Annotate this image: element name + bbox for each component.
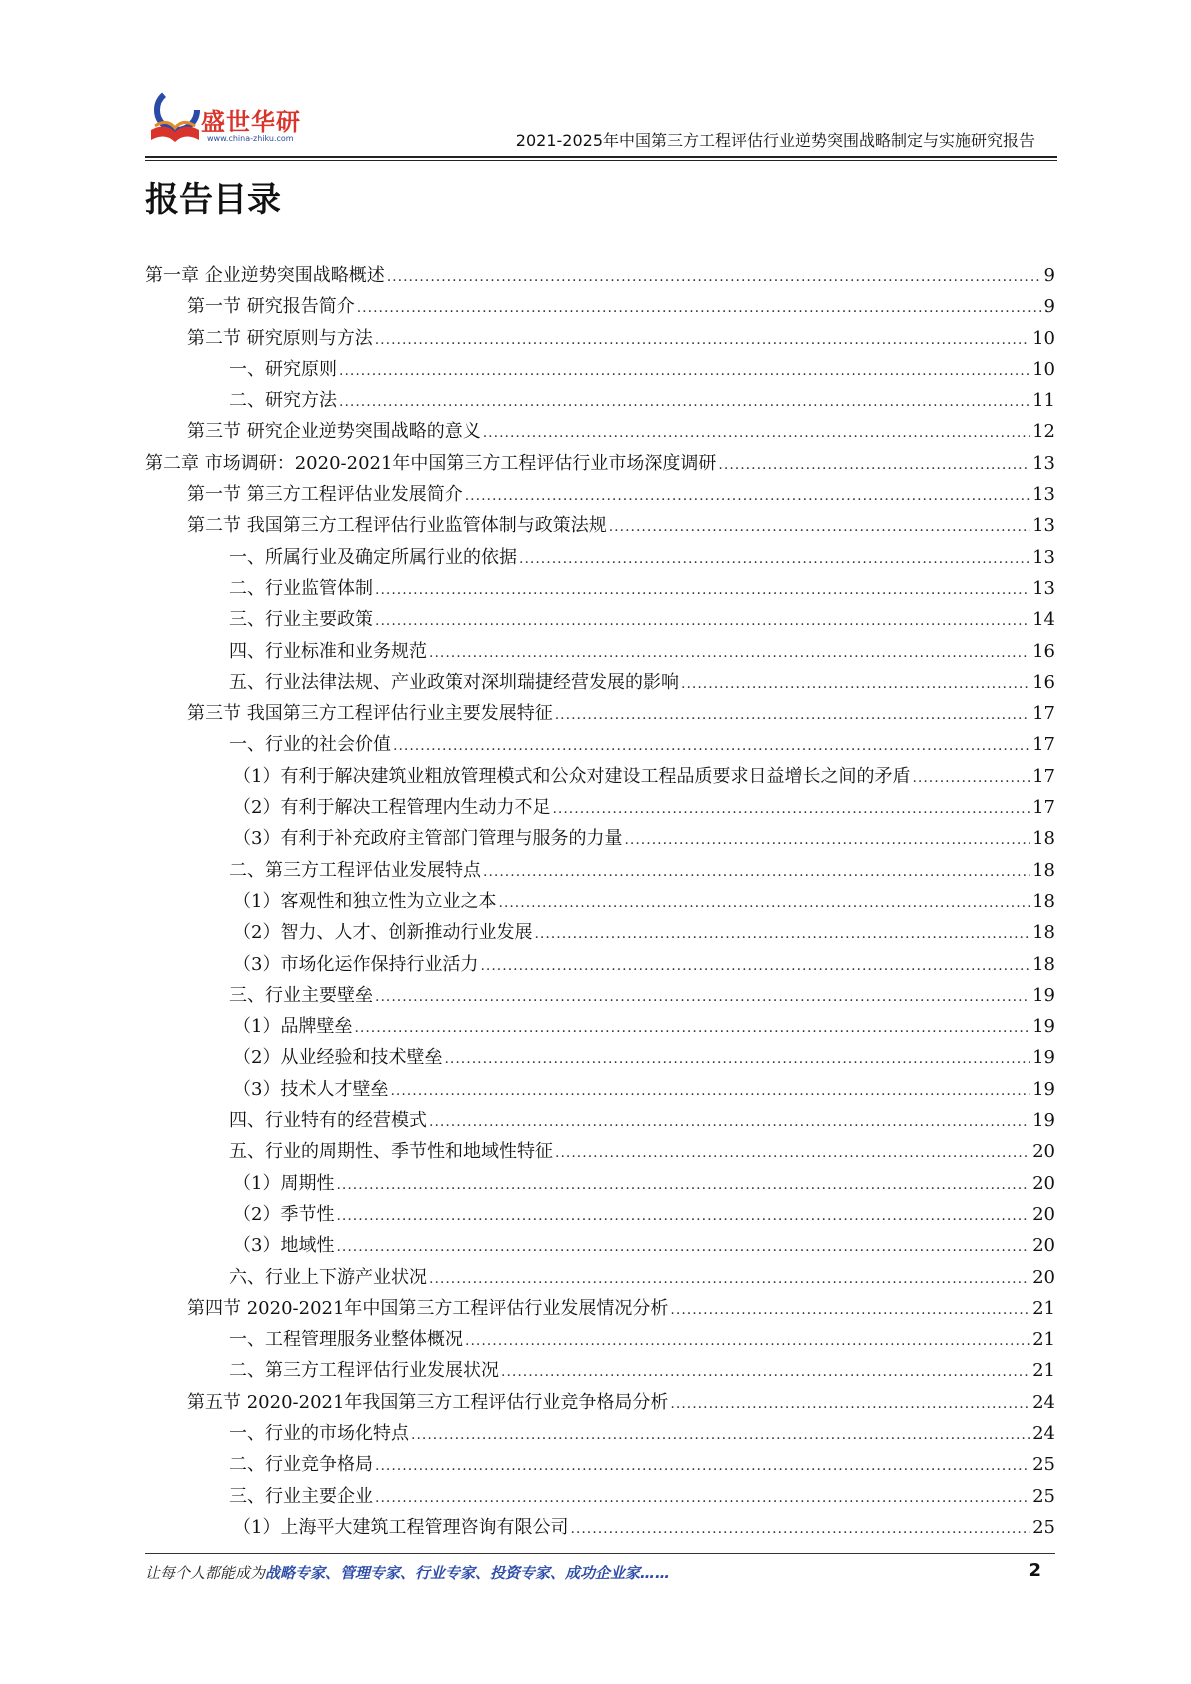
toc-entry-title: 第三节 我国第三方工程评估行业主要发展特征 <box>187 703 553 725</box>
page-header <box>145 80 1057 160</box>
toc-entry-page: 20 <box>1032 1172 1055 1194</box>
toc-entry[interactable] <box>145 886 1055 917</box>
toc-dot-leader <box>609 512 1030 543</box>
toc-entry-page: 16 <box>1032 671 1055 693</box>
toc-dot-leader <box>375 575 1030 606</box>
toc-dot-leader <box>357 293 1042 324</box>
toc-dot-leader <box>483 418 1030 449</box>
toc-entry[interactable] <box>145 1042 1055 1073</box>
toc-entry[interactable] <box>145 260 1055 291</box>
toc-dot-leader <box>570 1514 1030 1545</box>
toc-entry-page: 21 <box>1032 1297 1055 1319</box>
toc-entry-page: 20 <box>1032 1141 1055 1163</box>
toc-entry-page: 21 <box>1032 1360 1055 1382</box>
toc-dot-leader <box>375 606 1030 637</box>
toc-entry-title: 第二章 市场调研：2020-2021年中国第三方工程评估行业市场深度调研 <box>145 452 717 474</box>
toc-entry[interactable] <box>145 510 1055 541</box>
toc-entry-title: 一、行业的社会价值 <box>229 734 391 756</box>
toc-entry-title: 第三节 研究企业逆势突围战略的意义 <box>187 421 481 443</box>
toc-entry[interactable] <box>145 542 1055 573</box>
toc-dot-leader <box>429 1264 1030 1295</box>
toc-dot-leader <box>393 731 1030 762</box>
footer-divider <box>145 1553 1055 1554</box>
header-divider <box>145 156 1057 158</box>
report-title: 2021-2025年中国第三方工程评估行业逆势突围战略制定与实施研究报告 <box>515 131 1035 150</box>
toc-entry[interactable] <box>145 354 1055 385</box>
toc-dot-leader <box>718 450 1030 481</box>
toc-entry-title: 四、行业标准和业务规范 <box>229 640 427 662</box>
toc-entry-page: 18 <box>1032 859 1055 881</box>
toc-entry-title: （3）有利于补充政府主管部门管理与服务的力量 <box>233 828 623 850</box>
toc-entry[interactable] <box>145 1168 1055 1199</box>
toc-entry-page: 12 <box>1032 421 1055 443</box>
toc-entry[interactable] <box>145 1199 1055 1230</box>
toc-entry[interactable] <box>145 636 1055 667</box>
toc-entry[interactable] <box>145 1418 1055 1449</box>
toc-dot-leader <box>670 1389 1030 1420</box>
toc-entry-title: 一、所属行业及确定所属行业的依据 <box>229 546 517 568</box>
toc-dot-leader <box>339 356 1030 387</box>
toc-dot-leader <box>411 1420 1030 1451</box>
toc-entry-page: 18 <box>1032 922 1055 944</box>
toc-entry-title: 一、研究原则 <box>229 358 337 380</box>
toc-entry-page: 9 <box>1043 265 1055 286</box>
toc-entry-page: 24 <box>1032 1422 1055 1444</box>
toc-entry-title: （1）客观性和独立性为立业之本 <box>233 890 497 912</box>
toc-entry[interactable] <box>145 1449 1055 1480</box>
toc-entry-page: 19 <box>1032 1078 1055 1100</box>
toc-dot-leader <box>534 919 1030 950</box>
toc-dot-leader <box>555 1138 1030 1169</box>
toc-entry-page: 16 <box>1032 640 1055 662</box>
toc-entry-title: 第一节 第三方工程评估业发展简介 <box>187 484 463 506</box>
toc-entry-title: 一、行业的市场化特点 <box>229 1422 409 1444</box>
toc-entry-title: （1）周期性 <box>233 1172 335 1194</box>
toc-dot-leader <box>552 794 1030 825</box>
header-divider-thin <box>145 160 1057 161</box>
toc-entry-page: 17 <box>1032 797 1055 819</box>
toc-entry-title: （3）地域性 <box>233 1235 335 1257</box>
toc-entry-title: 第二节 研究原则与方法 <box>187 327 373 349</box>
footer-slogan-prefix: 让每个人都能成为 <box>145 1564 266 1582</box>
toc-entry[interactable] <box>145 291 1055 322</box>
toc-entry-title: （3）市场化运作保持行业活力 <box>233 953 479 975</box>
page-title: 报告目录 <box>145 180 281 220</box>
toc-entry-title: 一、工程管理服务业整体概况 <box>229 1329 463 1351</box>
toc-entry[interactable] <box>145 1230 1055 1261</box>
toc-dot-leader <box>444 1044 1030 1075</box>
toc-entry-title: （2）智力、人才、创新推动行业发展 <box>233 922 533 944</box>
toc-entry-title: 第一章 企业逆势突围战略概述 <box>145 265 385 286</box>
toc-entry-page: 19 <box>1032 1110 1055 1132</box>
footer-slogan <box>145 1562 670 1583</box>
toc-dot-leader <box>624 825 1030 856</box>
toc-entry-title: 第一节 研究报告简介 <box>187 296 355 318</box>
toc-entry[interactable] <box>145 792 1055 823</box>
toc-entry-title: （2）从业经验和技术壁垒 <box>233 1047 443 1069</box>
toc-entry-title: 三、行业主要政策 <box>229 609 373 631</box>
toc-entry-title: 二、行业竞争格局 <box>229 1454 373 1476</box>
toc-dot-leader <box>483 857 1030 888</box>
toc-entry[interactable] <box>145 416 1055 447</box>
page-number: 2 <box>1028 1560 1041 1581</box>
toc-entry-page: 25 <box>1032 1454 1055 1476</box>
toc-entry-page: 17 <box>1032 703 1055 725</box>
toc-entry-title: 三、行业主要壁垒 <box>229 984 373 1006</box>
toc-entry[interactable] <box>145 448 1055 479</box>
toc-entry-title: 二、第三方工程评估行业发展状况 <box>229 1360 499 1382</box>
toc-entry-title: （3）技术人才壁垒 <box>233 1078 389 1100</box>
toc-entry-page: 9 <box>1043 296 1055 318</box>
toc-entry[interactable] <box>145 949 1055 980</box>
toc-entry[interactable] <box>145 1105 1055 1136</box>
toc-entry-title: 二、第三方工程评估业发展特点 <box>229 859 481 881</box>
toc-entry-title: 二、研究方法 <box>229 390 337 412</box>
toc-entry-title: （1）上海平大建筑工程管理咨询有限公司 <box>233 1516 569 1538</box>
toc-entry-title: 四、行业特有的经营模式 <box>229 1110 427 1132</box>
toc-entry-page: 24 <box>1032 1391 1055 1413</box>
table-of-contents <box>145 260 1055 1543</box>
toc-entry-page: 17 <box>1032 765 1055 787</box>
toc-entry[interactable] <box>145 667 1055 698</box>
toc-entry-page: 13 <box>1032 546 1055 568</box>
toc-entry[interactable] <box>145 980 1055 1011</box>
toc-dot-leader <box>375 1483 1030 1514</box>
toc-entry-page: 18 <box>1032 890 1055 912</box>
toc-entry[interactable] <box>145 1512 1055 1543</box>
toc-dot-leader <box>465 481 1030 512</box>
toc-entry-page: 20 <box>1032 1235 1055 1257</box>
toc-dot-leader <box>354 1013 1030 1044</box>
toc-entry-page: 20 <box>1032 1203 1055 1225</box>
toc-entry-page: 18 <box>1032 828 1055 850</box>
toc-entry[interactable] <box>145 1293 1055 1324</box>
toc-entry[interactable] <box>145 479 1055 510</box>
toc-entry[interactable] <box>145 385 1055 416</box>
toc-entry-page: 17 <box>1032 734 1055 756</box>
toc-dot-leader <box>519 544 1030 575</box>
toc-dot-leader <box>681 669 1030 700</box>
toc-entry[interactable] <box>145 604 1055 635</box>
toc-entry-title: （2）季节性 <box>233 1203 335 1225</box>
toc-entry[interactable] <box>145 823 1055 854</box>
toc-dot-leader <box>336 1232 1030 1263</box>
toc-dot-leader <box>465 1326 1030 1357</box>
toc-entry[interactable] <box>145 573 1055 604</box>
toc-entry-page: 18 <box>1032 953 1055 975</box>
toc-entry[interactable] <box>145 1355 1055 1386</box>
toc-entry-page: 13 <box>1032 452 1055 474</box>
toc-dot-leader <box>480 951 1030 982</box>
toc-entry-page: 19 <box>1032 984 1055 1006</box>
toc-entry-title: （2）有利于解决工程管理内生动力不足 <box>233 797 551 819</box>
toc-entry[interactable] <box>145 1481 1055 1512</box>
toc-dot-leader <box>375 1451 1030 1482</box>
toc-entry-title: 第二节 我国第三方工程评估行业监管体制与政策法规 <box>187 515 607 537</box>
toc-dot-leader <box>336 1201 1030 1232</box>
toc-entry-page: 19 <box>1032 1047 1055 1069</box>
toc-entry-page: 13 <box>1032 577 1055 599</box>
toc-dot-leader <box>429 1107 1030 1138</box>
toc-entry-page: 21 <box>1032 1329 1055 1351</box>
toc-entry-title: 二、行业监管体制 <box>229 577 373 599</box>
toc-entry-title: 三、行业主要企业 <box>229 1485 373 1507</box>
toc-entry-page: 11 <box>1032 390 1055 412</box>
book-logo-icon <box>145 86 205 148</box>
toc-entry[interactable] <box>145 1074 1055 1105</box>
toc-entry-page: 13 <box>1032 484 1055 506</box>
toc-entry-title: 第五节 2020-2021年我国第三方工程评估行业竞争格局分析 <box>187 1391 669 1413</box>
toc-entry-title: 五、行业的周期性、季节性和地域性特征 <box>229 1141 553 1163</box>
toc-entry-page: 14 <box>1032 609 1055 631</box>
toc-entry[interactable] <box>145 698 1055 729</box>
toc-entry[interactable] <box>145 323 1055 354</box>
toc-dot-leader <box>498 888 1030 919</box>
footer-slogan-highlight: 战略专家、管理专家、行业专家、投资专家、成功企业家…… <box>265 1564 671 1582</box>
toc-entry-title: 第四节 2020-2021年中国第三方工程评估行业发展情况分析 <box>187 1297 669 1319</box>
logo-name: 盛世华研 <box>201 108 301 136</box>
toc-entry[interactable] <box>145 729 1055 760</box>
toc-dot-leader <box>375 325 1030 356</box>
toc-entry[interactable] <box>145 1387 1055 1418</box>
toc-entry-page: 13 <box>1032 515 1055 537</box>
toc-dot-leader <box>555 700 1030 731</box>
toc-entry-page: 25 <box>1032 1485 1055 1507</box>
toc-dot-leader <box>501 1357 1030 1388</box>
toc-entry[interactable] <box>145 1324 1055 1355</box>
toc-entry-page: 19 <box>1032 1016 1055 1038</box>
toc-entry-page: 10 <box>1032 358 1055 380</box>
toc-entry[interactable] <box>145 917 1055 948</box>
toc-dot-leader <box>670 1295 1030 1326</box>
logo-url: www.china-zhiku.com <box>207 134 294 143</box>
toc-dot-leader <box>390 1076 1030 1107</box>
toc-dot-leader <box>429 638 1030 669</box>
toc-entry-title: （1）有利于解决建筑业粗放管理模式和公众对建设工程品质要求日益增长之间的矛盾 <box>233 765 911 787</box>
toc-entry-title: 五、行业法律法规、产业政策对深圳瑞捷经营发展的影响 <box>229 671 679 693</box>
toc-dot-leader <box>375 982 1030 1013</box>
toc-entry-page: 20 <box>1032 1266 1055 1288</box>
toc-dot-leader <box>912 763 1030 794</box>
toc-entry[interactable] <box>145 1136 1055 1167</box>
toc-entry[interactable] <box>145 1262 1055 1293</box>
toc-entry-title: （1）品牌壁垒 <box>233 1016 353 1038</box>
toc-entry-page: 10 <box>1032 327 1055 349</box>
toc-entry[interactable] <box>145 761 1055 792</box>
toc-dot-leader <box>387 262 1042 293</box>
toc-dot-leader <box>336 1170 1030 1201</box>
toc-entry-title: 六、行业上下游产业状况 <box>229 1266 427 1288</box>
toc-dot-leader <box>339 387 1030 418</box>
toc-entry-page: 25 <box>1032 1516 1055 1538</box>
toc-entry[interactable] <box>145 855 1055 886</box>
toc-entry[interactable] <box>145 1011 1055 1042</box>
company-logo <box>145 80 325 150</box>
